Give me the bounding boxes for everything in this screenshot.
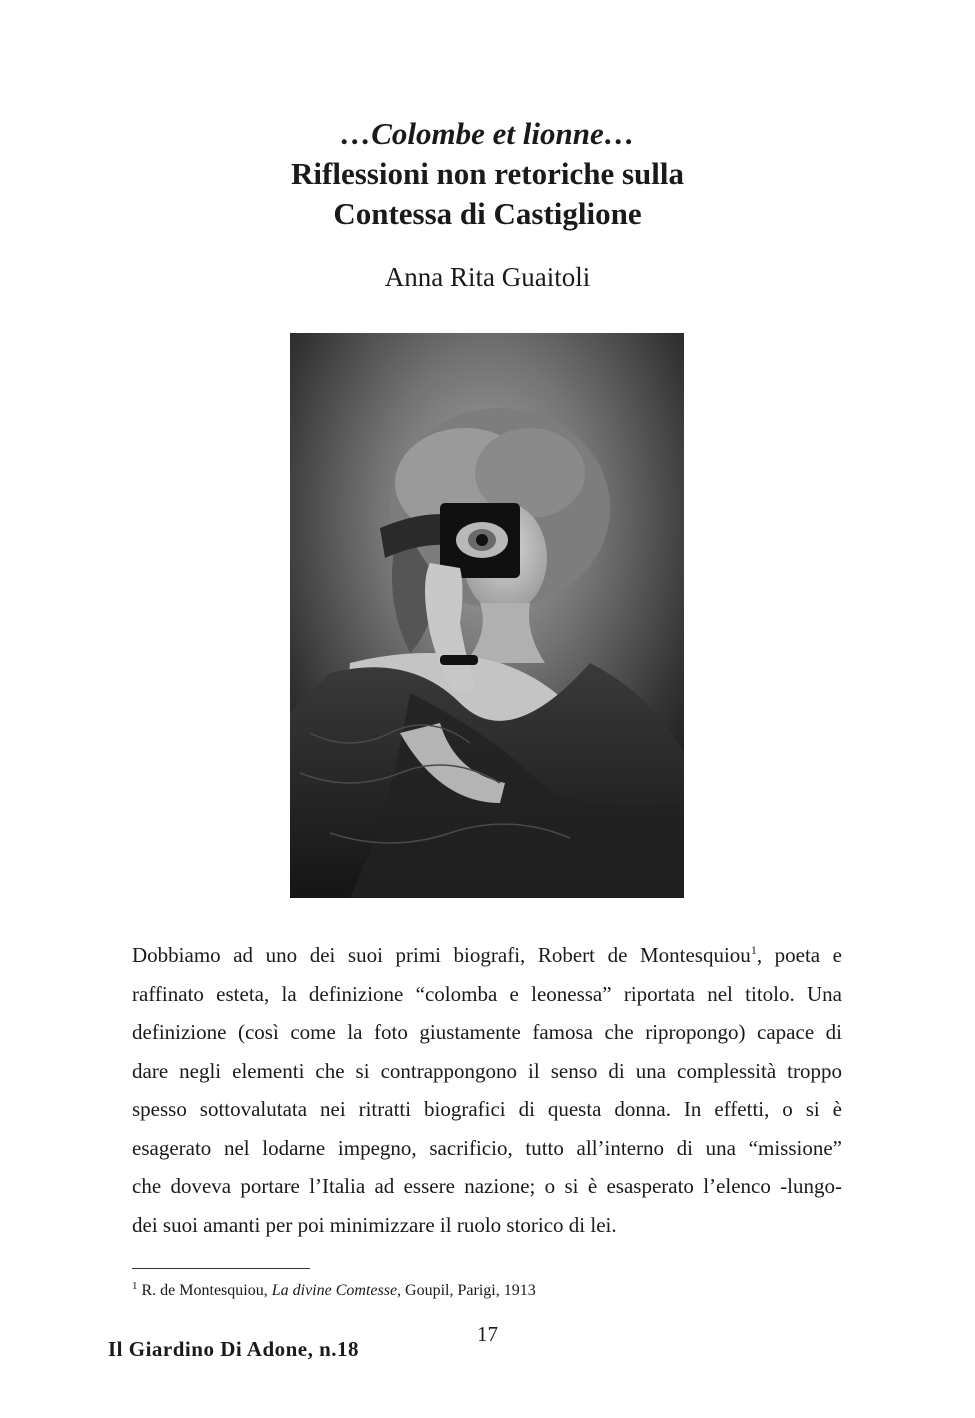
title-line-1: …Colombe et lionne…: [340, 116, 635, 151]
footnote-number: 1: [132, 1280, 138, 1292]
footnote: [132, 1280, 536, 1300]
body-line-3: definizione (così come la foto giustamente famosa che ripropongo) capace di: [132, 1020, 842, 1044]
body-line-5: spesso sottovalutata nei ritratti biografici di questa donna. In effetti, o si è: [132, 1097, 842, 1121]
body-line-2: raffinato esteta, la definizione “colomba e leonessa” riportata nel titolo. Una: [132, 981, 842, 1006]
page-number: 17: [477, 1322, 498, 1346]
body-line-6: esagerato nel lodarne impegno, sacrificio, tutto all’interno di una “missione”: [132, 1135, 842, 1160]
body-paragraph: [132, 936, 842, 1244]
title-block: [0, 114, 975, 234]
title-line-2: Riflessioni non retoriche sulla: [291, 156, 684, 191]
footnote-ref[interactable]: 1: [750, 943, 757, 957]
body-line-4: dare negli elementi che si contrappongono il senso di una complessità troppo: [132, 1058, 842, 1083]
author-name: Anna Rita Guaitoli: [384, 262, 591, 292]
body-line-7: che doveva portare l’Italia ad essere nazione; o si è esasperato l’elenco -lungo-: [132, 1174, 842, 1198]
title-line-3: Contessa di Castiglione: [333, 196, 642, 231]
footnote-divider: [132, 1268, 310, 1269]
footnote-prefix: R. de Montesquiou,: [141, 1282, 272, 1299]
body-line-1: Dobbiamo ad uno dei suoi primi biografi, Robert de Montesquiou$^1$, poeta e: [132, 943, 843, 967]
footnote-work-title: La divine Comtesse: [271, 1282, 398, 1299]
portrait-illustration: [290, 333, 684, 898]
body-line-8: dei suoi amanti per poi minimizzare il ruolo storico di lei.: [132, 1212, 617, 1237]
footnote-suffix: , Goupil, Parigi, 1913: [397, 1282, 536, 1299]
journal-name: Il Giardino Di Adone, n.18: [108, 1337, 360, 1361]
portrait-photo: [290, 333, 684, 898]
